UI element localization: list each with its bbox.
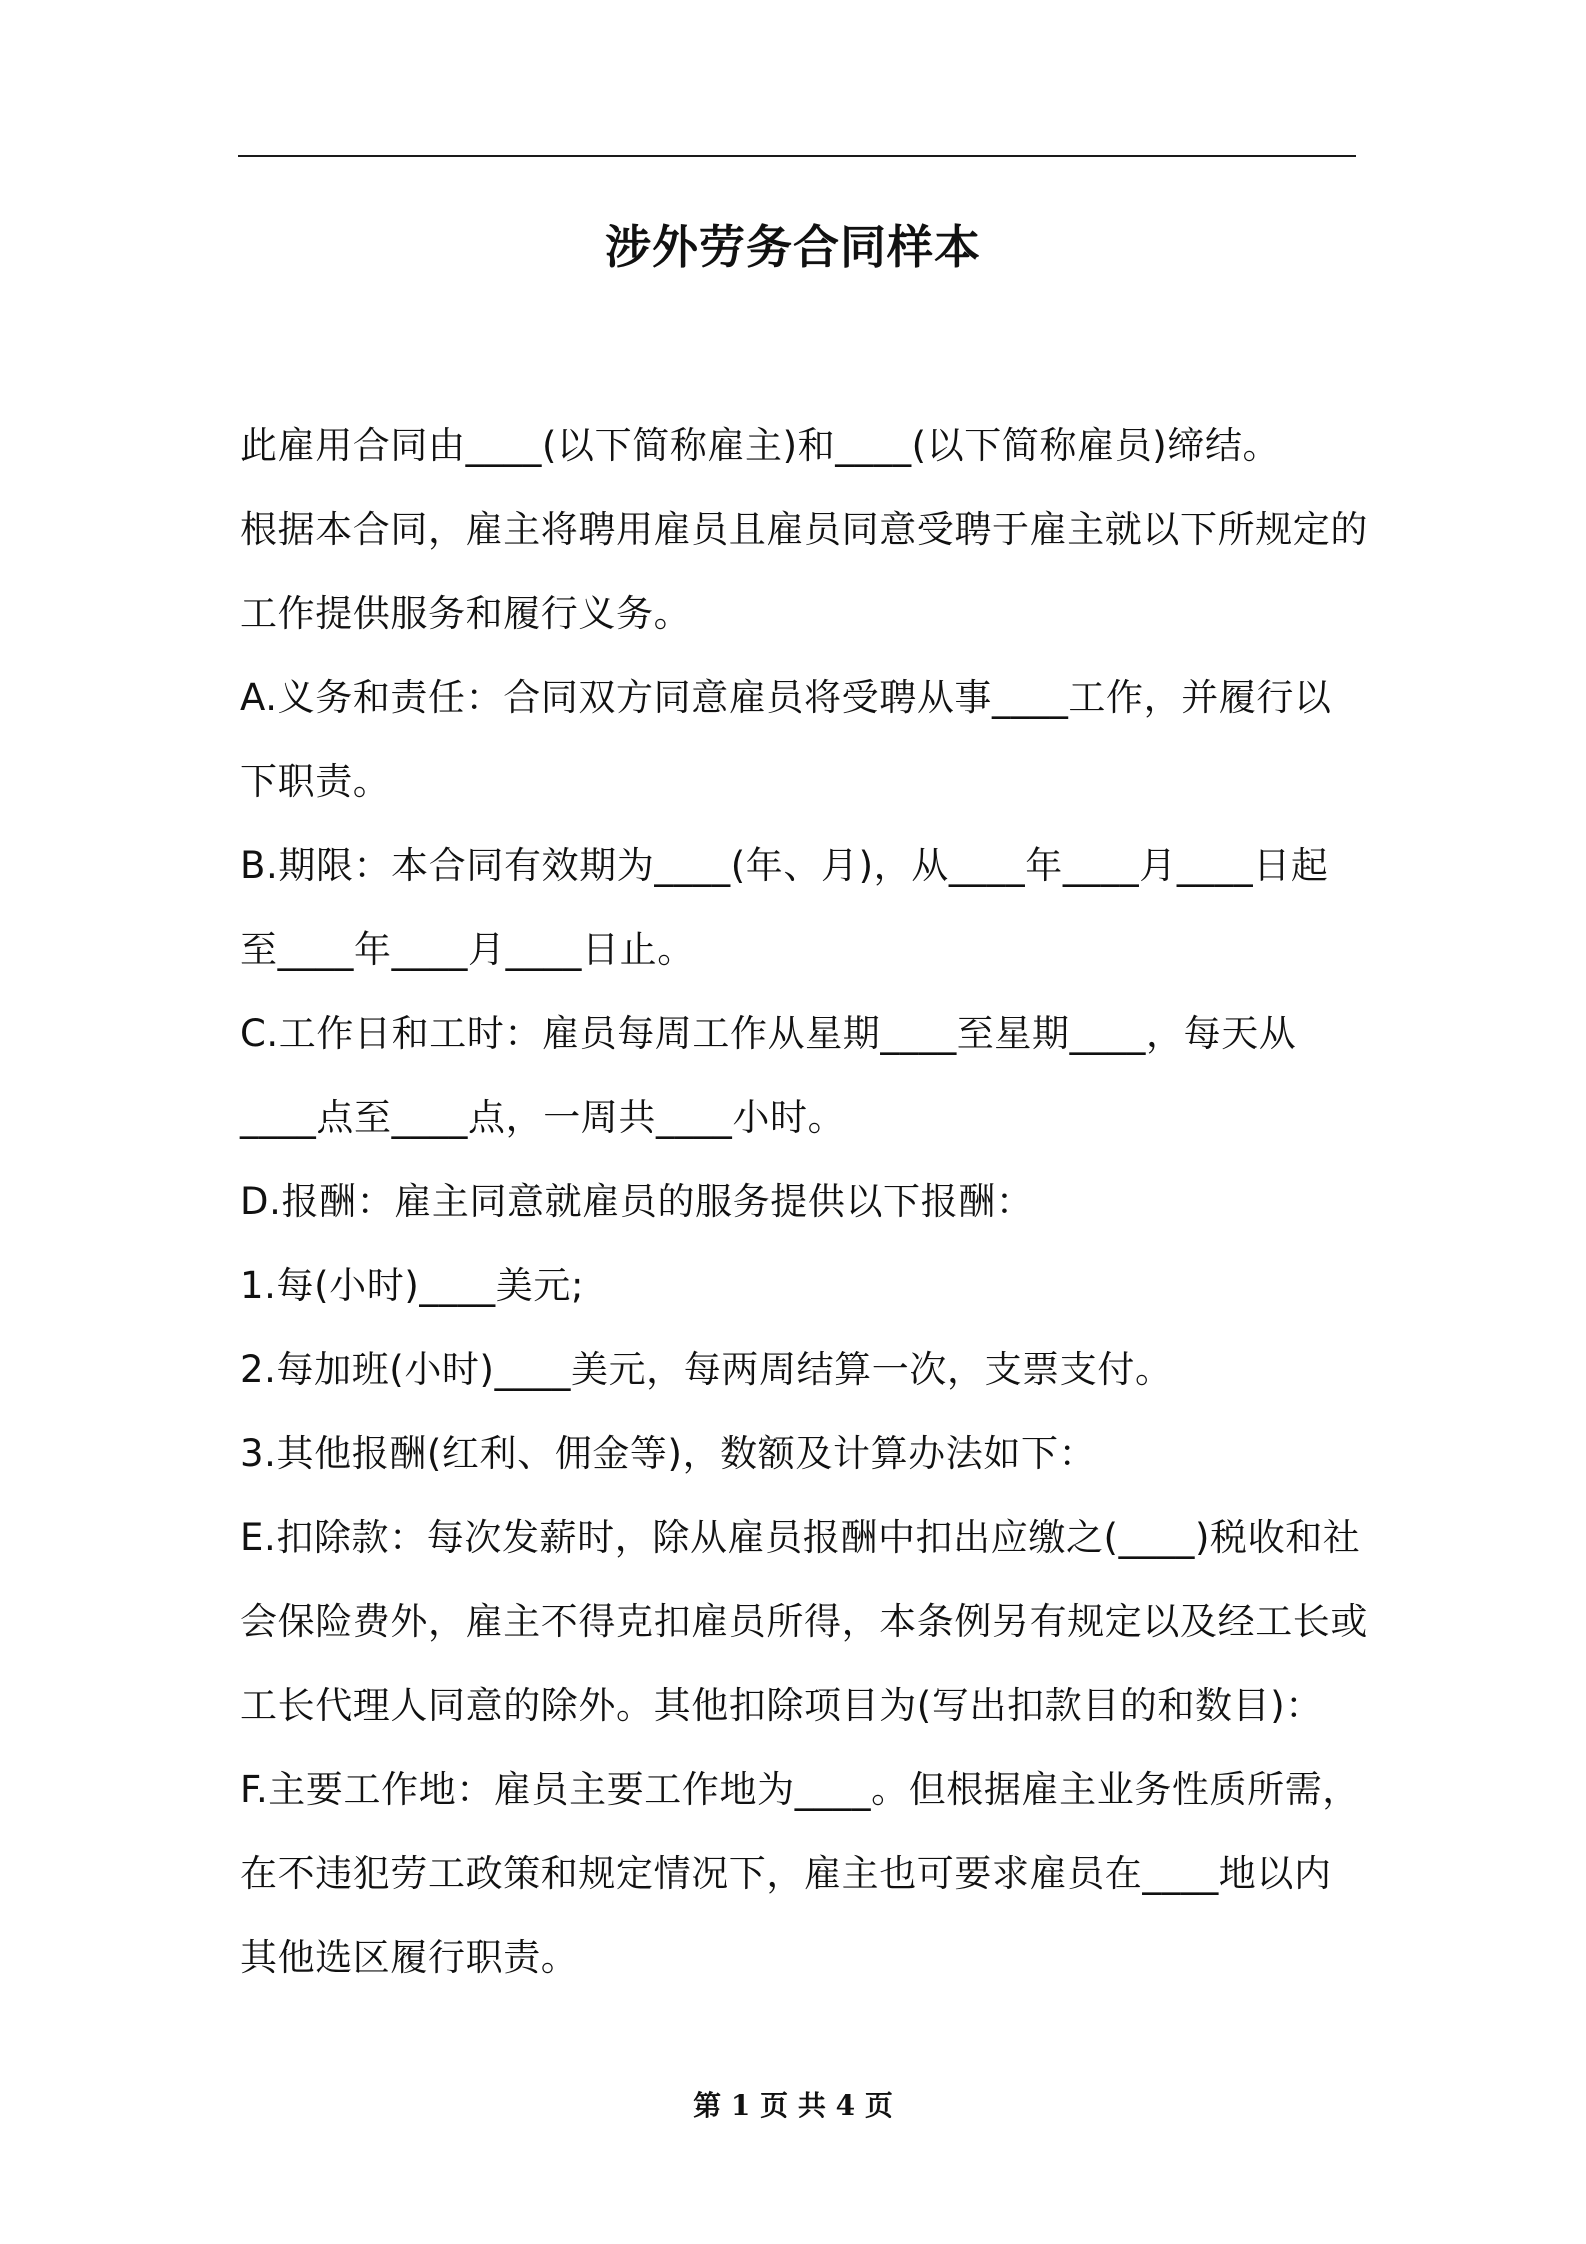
document-title: 涉外劳务合同样本	[605, 220, 981, 274]
body-line: A.义务和责任：合同双方同意雇员将受聘从事____工作，并履行以	[240, 676, 1332, 719]
body-line: 此雇用合同由____(以下简称雇主)和____(以下简称雇员)缔结。	[240, 424, 1281, 467]
body-line: 根据本合同，雇主将聘用雇员且雇员同意受聘于雇主就以下所规定的	[240, 508, 1368, 551]
body-line: 1.每(小时)____美元;	[240, 1264, 585, 1307]
body-line: B.期限：本合同有效期为____(年、月)，从____年____月____日起	[240, 844, 1329, 887]
body-line: 工作提供服务和履行义务。	[240, 592, 692, 635]
body-line: F.主要工作地：雇员主要工作地为____。但根据雇主业务性质所需，	[240, 1768, 1360, 1811]
body-line: 下职责。	[240, 760, 391, 803]
body-line: D.报酬：雇主同意就雇员的服务提供以下报酬：	[240, 1180, 1034, 1223]
document-body	[240, 404, 1368, 2000]
body-line: C.工作日和工时：雇员每周工作从星期____至星期____，每天从	[240, 1012, 1297, 1055]
body-line: 2.每加班(小时)____美元，每两周结算一次，支票支付。	[240, 1348, 1173, 1391]
body-line: E.扣除款：每次发薪时，除从雇员报酬中扣出应缴之(____)税收和社	[240, 1516, 1361, 1559]
body-line: 其他选区履行职责。	[240, 1936, 579, 1979]
body-line: 至____年____月____日止。	[240, 928, 695, 971]
body-line: 会保险费外，雇主不得克扣雇员所得，本条例另有规定以及经工长或	[240, 1600, 1368, 1643]
body-line: 3.其他报酬(红利、佣金等)，数额及计算办法如下：	[240, 1432, 1097, 1475]
body-line: ____点至____点，一周共____小时。	[240, 1096, 846, 1139]
body-line: 在不违犯劳工政策和规定情况下，雇主也可要求雇员在____地以内	[240, 1852, 1332, 1895]
page-number: 第 1 页 共 4 页	[693, 2089, 893, 2122]
header-rule	[238, 155, 1356, 157]
body-line: 工长代理人同意的除外。其他扣除项目为(写出扣款目的和数目)：	[240, 1684, 1323, 1727]
